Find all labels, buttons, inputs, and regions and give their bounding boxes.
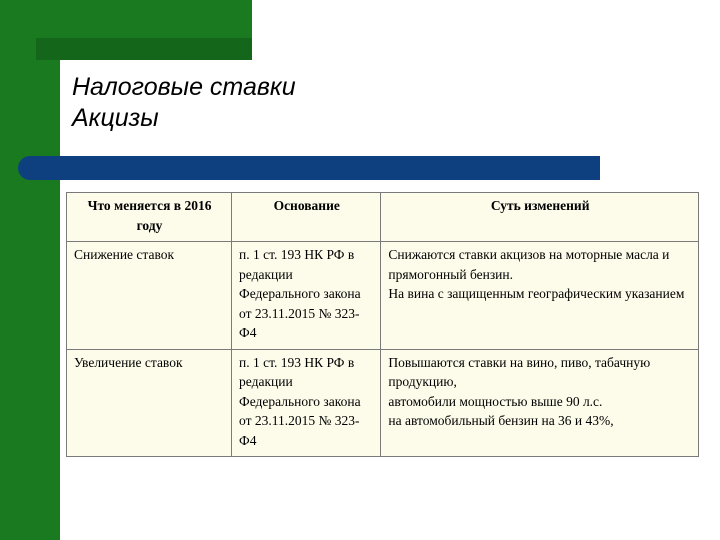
essence-line: Повышаются ставки на вино, пиво, табачную продукцию, [388, 354, 651, 389]
green-band-shadow [36, 38, 252, 60]
header-essence: Суть изменений [381, 193, 699, 242]
title-line: Налоговые ставки [72, 73, 296, 101]
cell-essence [381, 349, 699, 457]
cell-essence [381, 242, 699, 350]
green-left-band [0, 0, 60, 540]
table-row [67, 242, 699, 350]
excise-changes-table [66, 192, 699, 457]
essence-line: автомобили мощностью выше 90 л.с. [388, 393, 603, 409]
cell-change: Снижение ставок [67, 242, 232, 350]
cell-basis: п. 1 ст. 193 НК РФ в редакции Федерального закона от 23.11.2015 № 323-Ф4 [232, 349, 381, 457]
header-what-changes: Что меняется в 2016 году [67, 193, 232, 242]
title-divider-bar [18, 156, 600, 180]
slide-title [72, 72, 296, 134]
table-header-row [67, 193, 699, 242]
cell-change: Увеличение ставок [67, 349, 232, 457]
essence-line: Снижаются ставки акцизов на моторные масла и прямогонный бензин. [388, 247, 670, 282]
essence-line: на автомобильный бензин на 36 и 43%, [388, 413, 614, 428]
title-line: Акцизы [72, 104, 159, 132]
table-row [67, 349, 699, 457]
cell-basis: п. 1 ст. 193 НК РФ в редакции Федерального закона от 23.11.2015 № 323-Ф4 [232, 242, 381, 350]
essence-line: На вина с защищенным географическим указанием [388, 286, 685, 301]
header-basis: Основание [232, 193, 381, 242]
